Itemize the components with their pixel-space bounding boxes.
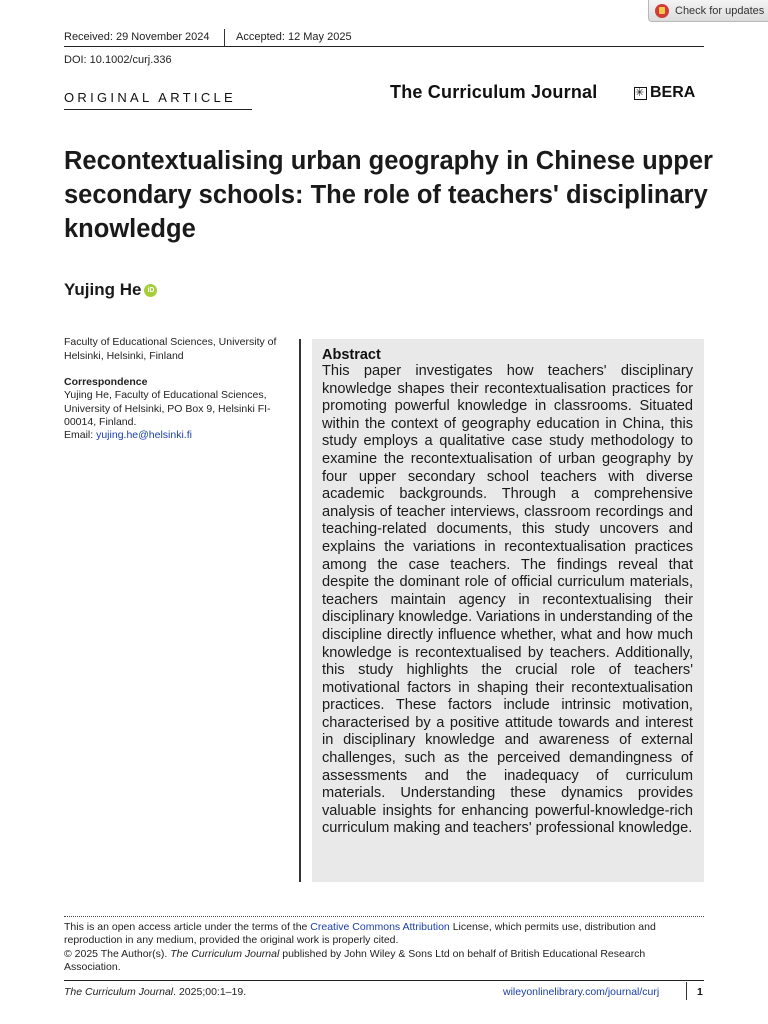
- copyright-journal: The Curriculum Journal: [170, 947, 280, 960]
- journal-url-link[interactable]: wileyonlinelibrary.com/journal/curj: [503, 986, 660, 998]
- creative-commons-link[interactable]: Creative Commons Attribution: [310, 921, 450, 933]
- bookmark-icon: [655, 4, 669, 18]
- bera-mark-icon: [634, 87, 647, 100]
- article-title: Recontextualising urban geography in Chinese upper secondary schools: The role of teachers' disciplinary knowledge: [64, 147, 713, 243]
- author-name[interactable]: Yujing He: [64, 280, 142, 299]
- email-line: [64, 429, 294, 443]
- abstract-body: This paper investigates how teachers' disciplinary knowledge shapes their recontextualisation practices for promoting powerful knowledge in classrooms. Situated within the context of geography education in China, this study employs a qualitative case study methodology to examine the recontextualisation of urban geography by four upper secondary school teachers with diverse academic backgrounds. Through a comprehensive analysis of teacher interviews, classroom recordings and teaching-related documents, this study uncovers and explains the variations in recontextualisation practices among the case teachers. The findings reveal that despite the dominant role of official curriculum materials, teachers maintain agency in recontextualising their disciplinary knowledge. Variations in understanding of the discipline directly influence whether, what and how much knowledge is recontextualised by teachers. Additionally, this study highlights the crucial role of teachers' motivational factors in shaping their recontextualisation practices. These factors include intrinsic motivation, characterised by a positive attitude towards and interest in disciplinary knowledge and awareness of external challenges, such as the perceived demandingness of assessments and the inadequacy of curriculum materials. Understanding these dynamics provides valuable insights for enhancing powerful-knowledge-rich curriculum making and teachers' professional knowledge.: [322, 363, 693, 837]
- meta-divider: [224, 29, 225, 47]
- license-suffix: License, which permits use, distribution and reproduction in any medium, provided the original work is properly cited.: [64, 921, 656, 947]
- bera-logo-text: BERA: [650, 84, 696, 101]
- citation: [64, 986, 246, 998]
- column-divider: [299, 339, 301, 882]
- correspondence-address: Yujing He, Faculty of Educational Sciences, University of Helsinki, PO Box 9, Helsinki FI-00014, Finland.: [64, 389, 271, 428]
- header-rule: [64, 46, 704, 47]
- check-for-updates-button[interactable]: [648, 0, 768, 22]
- citation-details: . 2025;00:1–19.: [173, 986, 247, 998]
- footer-dotted-rule: [64, 916, 704, 917]
- correspondence-heading: Correspondence: [64, 376, 148, 388]
- page-number: 1: [697, 986, 703, 998]
- email-link[interactable]: yujing.he@helsinki.fi: [96, 429, 192, 441]
- abstract-box: [312, 339, 704, 882]
- page-divider: [686, 982, 687, 1000]
- article-type: ORIGINAL ARTICLE: [64, 90, 237, 105]
- citation-journal: The Curriculum Journal: [64, 986, 174, 998]
- check-for-updates-label: Check for updates: [675, 4, 765, 17]
- affiliation: Faculty of Educational Sciences, University of Helsinki, Helsinki, Finland: [64, 336, 277, 362]
- doi: DOI: 10.1002/curj.336: [64, 54, 172, 66]
- license-notice: [64, 921, 704, 974]
- orcid-icon[interactable]: iD: [144, 284, 157, 297]
- received-date: Received: 29 November 2024: [64, 31, 210, 43]
- author: [64, 280, 157, 300]
- copyright-suffix: published by John Wiley & Sons Ltd on behalf of British Educational Research Association.: [64, 947, 646, 973]
- email-label: Email:: [64, 429, 97, 441]
- abstract-heading: Abstract: [322, 347, 381, 363]
- journal-name: The Curriculum Journal: [390, 82, 598, 102]
- footer-rule: [64, 980, 704, 981]
- accepted-date: Accepted: 12 May 2025: [236, 31, 352, 43]
- article-type-rule: [64, 109, 252, 110]
- bera-logo: [634, 84, 695, 102]
- copyright-prefix: © 2025 The Author(s).: [64, 947, 171, 960]
- license-prefix: This is an open access article under the terms of the: [64, 921, 311, 933]
